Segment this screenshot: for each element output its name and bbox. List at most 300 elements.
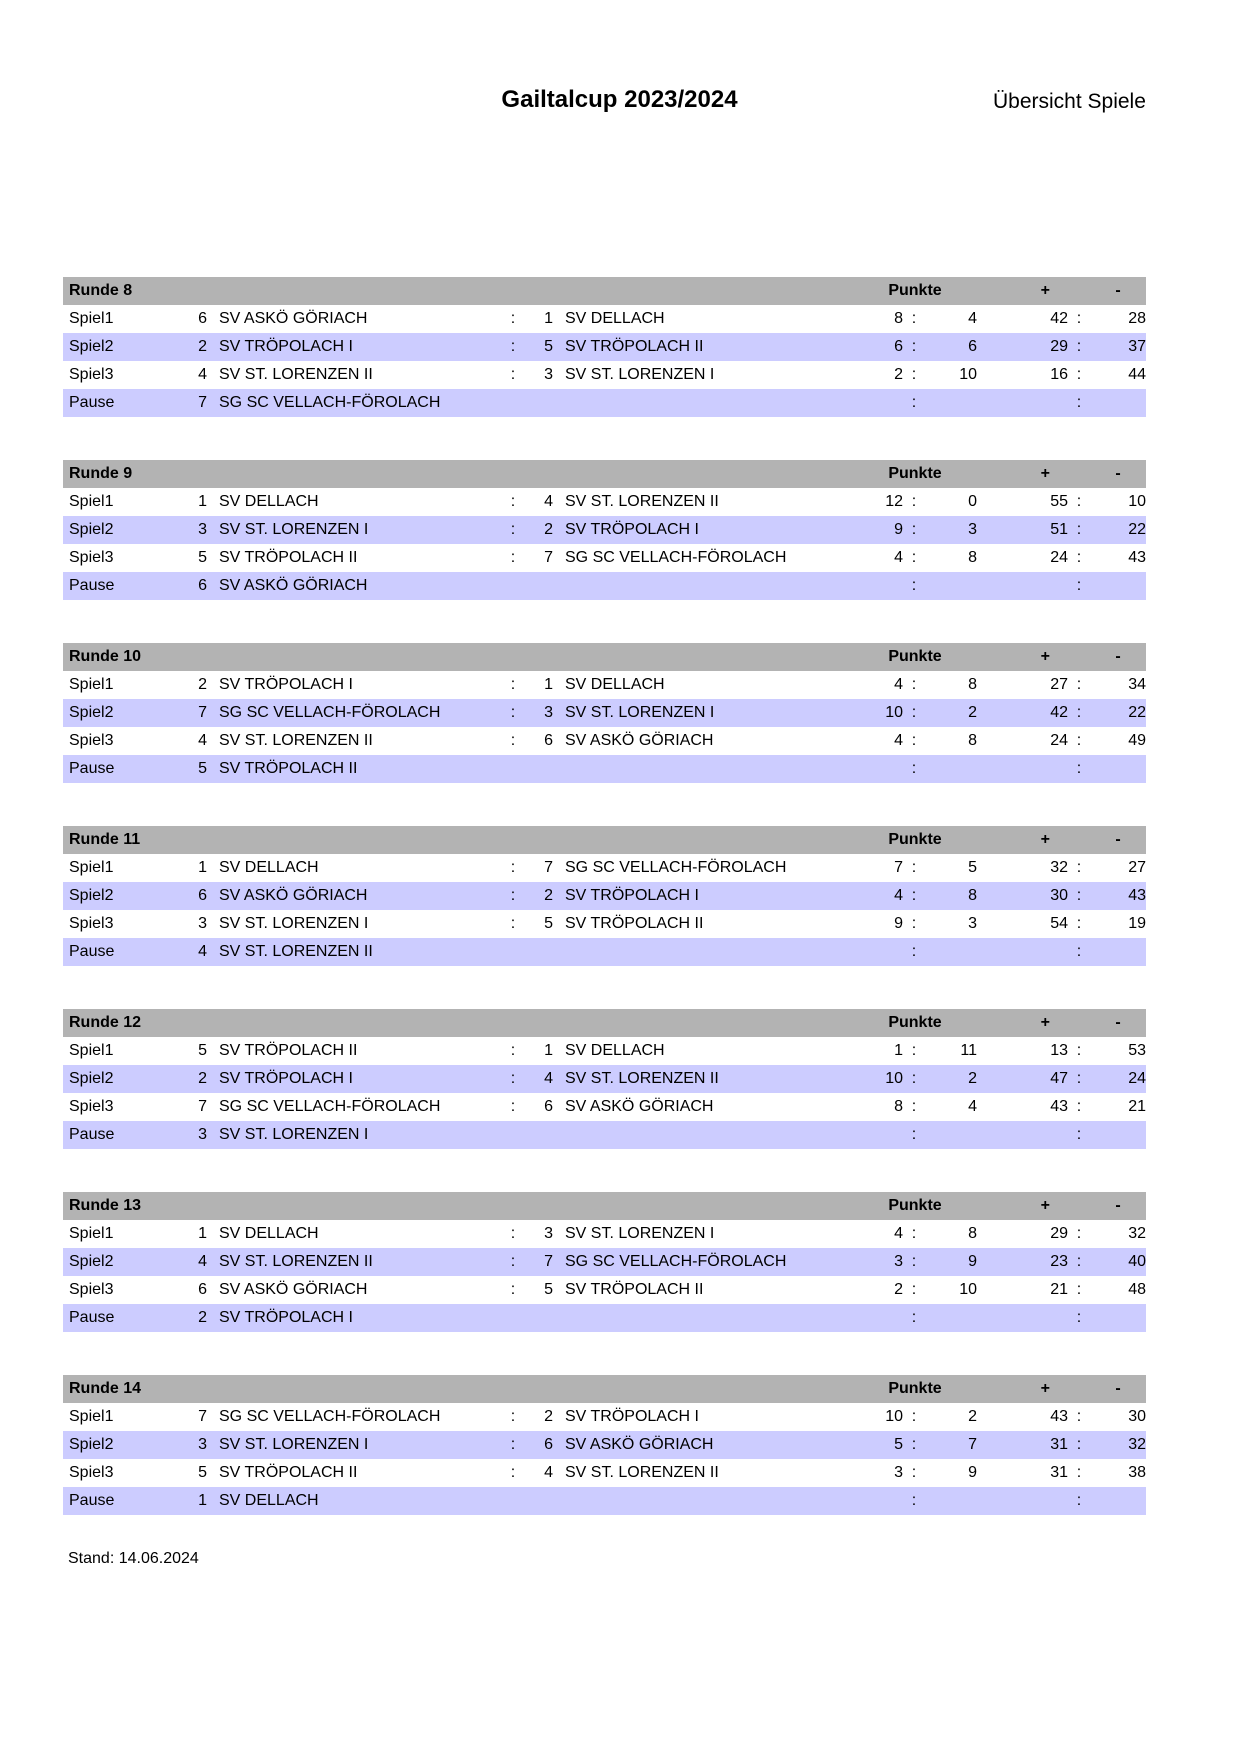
minus-value	[1090, 572, 1146, 600]
home-team-name: SV ST. LORENZEN II	[219, 366, 373, 383]
points-home-value	[853, 1487, 903, 1515]
points-away-value: 8	[968, 887, 977, 904]
match-label: Pause	[69, 1126, 115, 1143]
minus-header: -	[1115, 1014, 1121, 1031]
home-team-number: 2	[198, 676, 207, 693]
round-header-row	[63, 1009, 1146, 1037]
points-colon: :	[911, 760, 917, 777]
round-header-row	[63, 1375, 1146, 1403]
minus-value: 43	[1128, 887, 1146, 904]
points-colon: :	[911, 310, 917, 327]
match-row	[63, 1093, 1146, 1121]
match-row	[63, 1276, 1146, 1304]
home-team-name: SV TRÖPOLACH I	[219, 1309, 353, 1326]
away-team-name: SV TRÖPOLACH II	[565, 1281, 704, 1298]
round-rows	[63, 1037, 1146, 1149]
plusminus-colon: :	[1076, 493, 1082, 510]
minus-value: 22	[1128, 521, 1146, 538]
minus-value: 32	[1128, 1225, 1146, 1242]
match-colon: :	[510, 676, 516, 693]
minus-value: 22	[1128, 704, 1146, 721]
points-colon: :	[911, 1253, 917, 1270]
match-colon: :	[510, 1281, 516, 1298]
points-home-value: 2	[894, 366, 903, 383]
match-colon	[503, 1304, 523, 1332]
home-team-name: SV ST. LORENZEN I	[219, 915, 369, 932]
page-title: Gailtalcup 2023/2024	[501, 86, 738, 113]
away-team-name: SV DELLACH	[565, 1042, 665, 1059]
match-row	[63, 488, 1146, 516]
plus-value	[977, 1304, 1068, 1332]
match-colon: :	[510, 310, 516, 327]
match-label: Spiel2	[69, 887, 114, 904]
away-team-number: 4	[544, 493, 553, 510]
away-team-number: 2	[544, 521, 553, 538]
plus-value	[977, 1487, 1068, 1515]
match-colon	[503, 938, 523, 966]
home-team-name: SV TRÖPOLACH I	[219, 338, 353, 355]
points-colon: :	[911, 1464, 917, 1481]
home-team-name: SV DELLACH	[219, 1492, 319, 1509]
plus-value: 43	[1050, 1408, 1068, 1425]
minus-value	[1090, 389, 1146, 417]
away-team-number: 2	[544, 1408, 553, 1425]
plus-value: 47	[1050, 1070, 1068, 1087]
match-label: Spiel2	[69, 1070, 114, 1087]
match-label: Spiel2	[69, 338, 114, 355]
header-spacer	[1068, 277, 1090, 305]
points-home-value: 4	[894, 732, 903, 749]
round-block	[63, 460, 1146, 600]
away-team-name	[553, 1487, 853, 1515]
minus-value: 27	[1128, 859, 1146, 876]
home-team-name: SV TRÖPOLACH II	[219, 1464, 358, 1481]
minus-value	[1090, 1487, 1146, 1515]
header-spacer	[1068, 1375, 1090, 1403]
home-team-number: 7	[198, 394, 207, 411]
home-team-name: SV ST. LORENZEN I	[219, 521, 369, 538]
away-team-name: SV ASKÖ GÖRIACH	[565, 1436, 714, 1453]
points-colon: :	[911, 1225, 917, 1242]
points-home-value: 4	[894, 549, 903, 566]
away-team-number: 4	[544, 1070, 553, 1087]
plus-header: +	[1040, 1014, 1050, 1031]
plus-header: +	[1040, 465, 1050, 482]
away-team-name: SV TRÖPOLACH I	[565, 521, 699, 538]
minus-value	[1090, 1304, 1146, 1332]
points-home-value: 9	[894, 521, 903, 538]
match-row	[63, 699, 1146, 727]
match-row	[63, 389, 1146, 417]
away-team-number	[523, 389, 553, 417]
match-colon: :	[510, 493, 516, 510]
away-team-name	[553, 755, 853, 783]
away-team-name: SV TRÖPOLACH I	[565, 1408, 699, 1425]
match-label: Spiel2	[69, 704, 114, 721]
round-rows	[63, 671, 1146, 783]
match-row	[63, 882, 1146, 910]
minus-value: 21	[1128, 1098, 1146, 1115]
away-team-name: SV ST. LORENZEN II	[565, 1464, 719, 1481]
plus-header: +	[1040, 282, 1050, 299]
match-label: Spiel1	[69, 676, 114, 693]
plus-header: +	[1040, 831, 1050, 848]
round-title: Runde 13	[69, 1197, 142, 1214]
minus-value: 48	[1128, 1281, 1146, 1298]
points-home-value: 3	[894, 1253, 903, 1270]
header-spacer	[1068, 460, 1090, 488]
plus-value: 13	[1050, 1042, 1068, 1059]
match-label: Spiel1	[69, 493, 114, 510]
points-colon: :	[911, 1408, 917, 1425]
away-team-number	[523, 938, 553, 966]
plusminus-colon: :	[1076, 1098, 1082, 1115]
minus-value: 44	[1128, 366, 1146, 383]
points-away-value: 0	[968, 493, 977, 510]
points-colon: :	[911, 859, 917, 876]
plusminus-colon: :	[1076, 1281, 1082, 1298]
points-header: Punkte	[888, 282, 942, 299]
minus-header: -	[1115, 282, 1121, 299]
home-team-number: 5	[198, 1464, 207, 1481]
away-team-name	[553, 1121, 853, 1149]
match-colon: :	[510, 1070, 516, 1087]
plusminus-colon: :	[1076, 1309, 1082, 1326]
home-team-number: 2	[198, 1070, 207, 1087]
points-home-value: 9	[894, 915, 903, 932]
plusminus-colon: :	[1076, 521, 1082, 538]
away-team-number: 5	[544, 338, 553, 355]
round-block	[63, 1375, 1146, 1515]
match-row	[63, 1459, 1146, 1487]
match-row	[63, 1037, 1146, 1065]
header-spacer	[1068, 643, 1090, 671]
plus-header: +	[1040, 1197, 1050, 1214]
round-header-row	[63, 643, 1146, 671]
plusminus-colon: :	[1076, 1253, 1082, 1270]
away-team-number: 3	[544, 366, 553, 383]
points-home-value: 10	[885, 1408, 903, 1425]
home-team-name: SV TRÖPOLACH I	[219, 676, 353, 693]
away-team-number	[523, 1121, 553, 1149]
points-colon: :	[911, 943, 917, 960]
plusminus-colon: :	[1076, 915, 1082, 932]
points-colon: :	[911, 338, 917, 355]
home-team-number: 4	[198, 732, 207, 749]
home-team-number: 3	[198, 1126, 207, 1143]
home-team-number: 1	[198, 1492, 207, 1509]
plusminus-colon: :	[1076, 859, 1082, 876]
match-colon: :	[510, 1253, 516, 1270]
plus-value: 42	[1050, 704, 1068, 721]
away-team-number: 7	[544, 1253, 553, 1270]
points-away-value	[925, 389, 977, 417]
minus-value	[1090, 938, 1146, 966]
home-team-name: SV ASKÖ GÖRIACH	[219, 577, 368, 594]
plusminus-colon: :	[1076, 338, 1082, 355]
points-home-value: 5	[894, 1436, 903, 1453]
home-team-number: 3	[198, 915, 207, 932]
away-team-number: 6	[544, 1436, 553, 1453]
points-away-value: 2	[968, 704, 977, 721]
round-title: Runde 12	[69, 1014, 142, 1031]
points-colon: :	[911, 1098, 917, 1115]
plusminus-colon: :	[1076, 394, 1082, 411]
rounds-container	[63, 277, 1146, 1558]
plus-value: 29	[1050, 1225, 1068, 1242]
plusminus-colon: :	[1076, 676, 1082, 693]
plusminus-colon: :	[1076, 1126, 1082, 1143]
minus-value: 24	[1128, 1070, 1146, 1087]
away-team-name: SV DELLACH	[565, 310, 665, 327]
plus-value: 32	[1050, 859, 1068, 876]
match-colon: :	[510, 366, 516, 383]
away-team-name: SV ST. LORENZEN I	[565, 1225, 715, 1242]
points-away-value: 10	[959, 1281, 977, 1298]
home-team-name: SV TRÖPOLACH II	[219, 549, 358, 566]
points-home-value	[853, 755, 903, 783]
plusminus-colon: :	[1076, 1042, 1082, 1059]
away-team-number: 5	[544, 1281, 553, 1298]
home-team-name: SV ST. LORENZEN I	[219, 1436, 369, 1453]
match-label: Spiel2	[69, 1436, 114, 1453]
away-team-name	[553, 572, 853, 600]
plusminus-colon: :	[1076, 1070, 1082, 1087]
home-team-name: SV TRÖPOLACH II	[219, 760, 358, 777]
match-colon: :	[510, 521, 516, 538]
away-team-number: 3	[544, 704, 553, 721]
match-row	[63, 938, 1146, 966]
match-label: Spiel3	[69, 732, 114, 749]
home-team-number: 7	[198, 1098, 207, 1115]
match-row	[63, 1304, 1146, 1332]
match-label: Pause	[69, 943, 115, 960]
round-block	[63, 1009, 1146, 1149]
match-label: Spiel1	[69, 859, 114, 876]
home-team-name: SV DELLACH	[219, 859, 319, 876]
minus-value: 40	[1128, 1253, 1146, 1270]
points-colon: :	[911, 676, 917, 693]
match-row	[63, 671, 1146, 699]
away-team-name: SV TRÖPOLACH II	[565, 915, 704, 932]
plus-value	[977, 755, 1068, 783]
plus-header: +	[1040, 648, 1050, 665]
plus-value: 55	[1050, 493, 1068, 510]
match-colon: :	[510, 732, 516, 749]
plusminus-colon: :	[1076, 1464, 1082, 1481]
points-home-value	[853, 1304, 903, 1332]
home-team-name: SV ASKÖ GÖRIACH	[219, 1281, 368, 1298]
points-colon: :	[911, 732, 917, 749]
match-row	[63, 361, 1146, 389]
plusminus-colon: :	[1076, 887, 1082, 904]
plusminus-colon: :	[1076, 1492, 1082, 1509]
match-colon: :	[510, 1042, 516, 1059]
points-header: Punkte	[888, 1197, 942, 1214]
minus-header: -	[1115, 648, 1121, 665]
points-colon: :	[911, 549, 917, 566]
home-team-number: 1	[198, 1225, 207, 1242]
away-team-number: 2	[544, 887, 553, 904]
away-team-number	[523, 572, 553, 600]
points-away-value: 5	[968, 859, 977, 876]
points-away-value	[925, 1304, 977, 1332]
match-colon: :	[510, 887, 516, 904]
plusminus-colon: :	[1076, 310, 1082, 327]
home-team-name: SG SC VELLACH-FÖROLACH	[219, 704, 441, 721]
away-team-number: 7	[544, 549, 553, 566]
points-header: Punkte	[888, 831, 942, 848]
points-away-value	[925, 572, 977, 600]
plus-value: 54	[1050, 915, 1068, 932]
match-colon	[503, 755, 523, 783]
plusminus-colon: :	[1076, 549, 1082, 566]
home-team-name: SV ASKÖ GÖRIACH	[219, 310, 368, 327]
match-colon: :	[510, 549, 516, 566]
away-team-name: SV ST. LORENZEN I	[565, 704, 715, 721]
points-away-value: 2	[968, 1408, 977, 1425]
away-team-number: 1	[544, 676, 553, 693]
away-team-number: 1	[544, 1042, 553, 1059]
points-colon: :	[911, 704, 917, 721]
match-label: Spiel1	[69, 1225, 114, 1242]
plus-value: 51	[1050, 521, 1068, 538]
minus-value: 34	[1128, 676, 1146, 693]
points-colon: :	[911, 1436, 917, 1453]
points-away-value: 3	[968, 915, 977, 932]
plusminus-colon: :	[1076, 366, 1082, 383]
away-team-name	[553, 1304, 853, 1332]
points-away-value	[925, 1487, 977, 1515]
minus-value: 43	[1128, 549, 1146, 566]
plusminus-colon: :	[1076, 732, 1082, 749]
away-team-name: SG SC VELLACH-FÖROLACH	[565, 859, 787, 876]
points-home-value	[853, 389, 903, 417]
points-colon: :	[911, 887, 917, 904]
match-label: Pause	[69, 1309, 115, 1326]
plus-value	[977, 572, 1068, 600]
minus-value: 53	[1128, 1042, 1146, 1059]
plus-value: 27	[1050, 676, 1068, 693]
points-away-value	[925, 1121, 977, 1149]
home-team-number: 1	[198, 859, 207, 876]
points-away-value: 8	[968, 676, 977, 693]
away-team-number: 3	[544, 1225, 553, 1242]
match-label: Pause	[69, 760, 115, 777]
points-colon: :	[911, 1281, 917, 1298]
points-home-value	[853, 938, 903, 966]
points-colon: :	[911, 1492, 917, 1509]
points-home-value: 4	[894, 676, 903, 693]
home-team-name: SV DELLACH	[219, 1225, 319, 1242]
points-away-value: 2	[968, 1070, 977, 1087]
points-home-value: 12	[885, 493, 903, 510]
plus-value: 31	[1050, 1436, 1068, 1453]
away-team-number: 6	[544, 732, 553, 749]
home-team-number: 3	[198, 1436, 207, 1453]
away-team-number	[523, 1487, 553, 1515]
away-team-name: SV ST. LORENZEN II	[565, 493, 719, 510]
away-team-name: SG SC VELLACH-FÖROLACH	[565, 1253, 787, 1270]
match-colon: :	[510, 1098, 516, 1115]
away-team-name: SV ASKÖ GÖRIACH	[565, 1098, 714, 1115]
match-label: Pause	[69, 394, 115, 411]
points-away-value	[925, 938, 977, 966]
home-team-name: SG SC VELLACH-FÖROLACH	[219, 1098, 441, 1115]
home-team-name: SV TRÖPOLACH I	[219, 1070, 353, 1087]
points-away-value: 8	[968, 1225, 977, 1242]
away-team-name: SG SC VELLACH-FÖROLACH	[565, 549, 787, 566]
match-row	[63, 572, 1146, 600]
round-title: Runde 14	[69, 1380, 142, 1397]
plusminus-colon: :	[1076, 1408, 1082, 1425]
match-colon: :	[510, 704, 516, 721]
home-team-number: 6	[198, 1281, 207, 1298]
minus-value: 32	[1128, 1436, 1146, 1453]
match-row	[63, 1487, 1146, 1515]
home-team-name: SV ST. LORENZEN II	[219, 1253, 373, 1270]
points-colon: :	[911, 915, 917, 932]
plus-value	[977, 389, 1068, 417]
match-label: Spiel2	[69, 1253, 114, 1270]
match-colon: :	[510, 338, 516, 355]
points-header: Punkte	[888, 1014, 942, 1031]
home-team-number: 6	[198, 577, 207, 594]
round-rows	[63, 488, 1146, 600]
round-header-row	[63, 1192, 1146, 1220]
points-away-value: 9	[968, 1464, 977, 1481]
match-label: Spiel3	[69, 366, 114, 383]
points-home-value: 1	[894, 1042, 903, 1059]
points-home-value: 4	[894, 1225, 903, 1242]
points-colon: :	[911, 1042, 917, 1059]
match-row	[63, 516, 1146, 544]
points-home-value: 7	[894, 859, 903, 876]
away-team-number	[523, 755, 553, 783]
round-title: Runde 9	[69, 465, 133, 482]
points-home-value: 10	[885, 704, 903, 721]
round-block	[63, 826, 1146, 966]
match-colon	[503, 1121, 523, 1149]
away-team-number: 1	[544, 310, 553, 327]
away-team-name: SV TRÖPOLACH II	[565, 338, 704, 355]
points-colon: :	[911, 493, 917, 510]
match-label: Spiel1	[69, 1408, 114, 1425]
match-label: Spiel1	[69, 1042, 114, 1059]
header-spacer	[1068, 826, 1090, 854]
plus-value: 24	[1050, 732, 1068, 749]
match-colon: :	[510, 915, 516, 932]
points-away-value: 4	[968, 1098, 977, 1115]
points-away-value: 8	[968, 732, 977, 749]
minus-header: -	[1115, 831, 1121, 848]
points-home-value	[853, 1121, 903, 1149]
round-rows	[63, 1403, 1146, 1515]
points-away-value: 3	[968, 521, 977, 538]
match-label: Spiel3	[69, 915, 114, 932]
minus-value: 28	[1128, 310, 1146, 327]
home-team-number: 5	[198, 549, 207, 566]
minus-value: 19	[1128, 915, 1146, 932]
home-team-number: 3	[198, 521, 207, 538]
away-team-number: 6	[544, 1098, 553, 1115]
minus-value: 37	[1128, 338, 1146, 355]
match-label: Pause	[69, 1492, 115, 1509]
match-label: Spiel3	[69, 549, 114, 566]
match-colon	[503, 389, 523, 417]
home-team-name: SV ST. LORENZEN II	[219, 732, 373, 749]
home-team-number: 4	[198, 1253, 207, 1270]
